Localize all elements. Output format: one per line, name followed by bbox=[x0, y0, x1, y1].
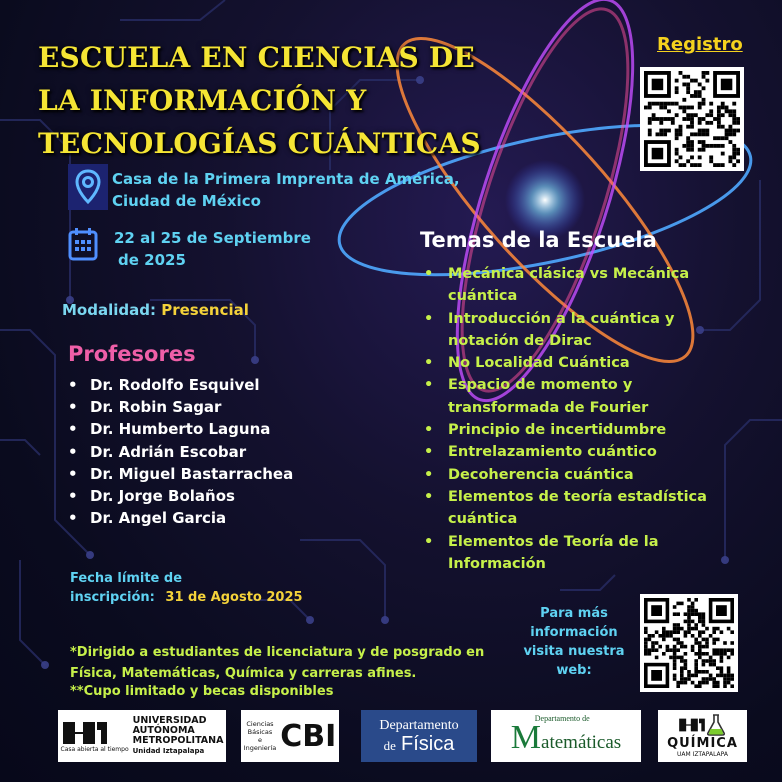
fecha-limite bbox=[70, 569, 303, 607]
mate-rest: atemáticas bbox=[541, 732, 622, 753]
list-item: • Dr. Robin Sagar bbox=[68, 396, 293, 418]
list-item: • Decoherencia cuántica bbox=[424, 464, 714, 486]
qr-code-icon bbox=[644, 598, 734, 688]
flask-icon bbox=[706, 714, 726, 736]
title-line-1: ESCUELA EN CIENCIAS DE bbox=[38, 41, 475, 74]
modalidad bbox=[62, 301, 249, 319]
info-qr-code[interactable] bbox=[640, 594, 738, 692]
list-item: • Elementos de Teoría de la Información bbox=[424, 531, 714, 576]
quimica-sub: UAM IZTAPALAPA bbox=[676, 751, 728, 758]
page-title bbox=[38, 36, 481, 165]
title-line-3: TECNOLOGÍAS CUÁNTICAS bbox=[38, 127, 481, 160]
list-item: • Dr. Miguel Bastarrachea bbox=[68, 463, 293, 485]
location-text bbox=[112, 168, 460, 212]
mate-initial: M bbox=[510, 719, 542, 756]
fecha-value: 31 de Agosto 2025 bbox=[165, 590, 303, 605]
quimica-name: QUÍMICA bbox=[667, 736, 738, 751]
uam-emblem-icon bbox=[678, 717, 706, 733]
cbi-small-4: Ingeniería bbox=[243, 744, 277, 752]
list-item: • Principio de incertidumbre bbox=[424, 419, 714, 441]
modalidad-label: Modalidad: bbox=[62, 301, 156, 319]
list-item: • Entrelazamiento cuántico bbox=[424, 441, 714, 463]
title-line-2: LA INFORMACIÓN Y bbox=[38, 84, 367, 117]
info-line-4: web: bbox=[556, 663, 592, 678]
fecha-label-1: Fecha límite de bbox=[70, 571, 183, 586]
quimica-logo bbox=[658, 710, 747, 762]
list-item: • Dr. Adrián Escobar bbox=[68, 441, 293, 463]
location-line-1: Casa de la Primera Imprenta de América, bbox=[112, 170, 460, 188]
list-item: • Introducción a la cuántica y notación de Dirac bbox=[424, 308, 714, 353]
profesores-list bbox=[68, 374, 293, 529]
location-line-2: Ciudad de México bbox=[112, 192, 261, 210]
cbi-big: CBI bbox=[280, 718, 337, 754]
fisica-logo bbox=[361, 710, 477, 762]
cbi-small-2: Básicas bbox=[247, 728, 273, 736]
uam-line-3: METROPOLITANA bbox=[132, 735, 224, 746]
location-pin-icon bbox=[68, 164, 108, 210]
modalidad-value: Presencial bbox=[161, 301, 249, 319]
calendar-icon bbox=[68, 227, 98, 267]
dirigido-note: *Dirigido a estudiantes de licenciatura y de posgrado en Física, Matemáticas, Química y carreras afines. bbox=[70, 645, 485, 681]
fecha-label-2: inscripción: bbox=[70, 590, 155, 605]
date-line-1: 22 al 25 de Septiembre bbox=[114, 229, 311, 247]
info-text bbox=[518, 604, 630, 680]
list-item: • Dr. Angel Garcia bbox=[68, 507, 293, 529]
info-line-2: información bbox=[530, 625, 618, 640]
date-line-2: de 2025 bbox=[118, 251, 186, 269]
list-item: • No Localidad Cuántica bbox=[424, 352, 714, 374]
cbi-logo bbox=[241, 710, 339, 762]
list-item: • Mecánica clásica vs Mecánica cuántica bbox=[424, 263, 714, 308]
info-line-3: visita nuestra bbox=[523, 644, 625, 659]
cupo-note: **Cupo limitado y becas disponibles bbox=[70, 684, 334, 699]
uam-emblem-icon bbox=[61, 720, 109, 746]
cbi-small-3: e bbox=[257, 736, 262, 744]
list-item: • Dr. Rodolfo Esquivel bbox=[68, 374, 293, 396]
list-item: • Espacio de momento y transformada de Fourier bbox=[424, 374, 714, 419]
profesores-heading: Profesores bbox=[68, 342, 196, 366]
matematicas-logo bbox=[491, 710, 641, 762]
registro-qr-code[interactable] bbox=[640, 67, 744, 171]
list-item: • Dr. Humberto Laguna bbox=[68, 418, 293, 440]
mate-small: Departamento de bbox=[534, 714, 590, 723]
fisica-line-2a: de bbox=[383, 738, 396, 753]
fisica-line-1: Departamento bbox=[379, 718, 459, 733]
info-line-1: Para más bbox=[540, 606, 608, 621]
temas-heading: Temas de la Escuela bbox=[420, 228, 657, 252]
uam-tagline: Casa abierta al tiempo bbox=[60, 745, 129, 753]
temas-list bbox=[424, 263, 714, 575]
list-item: • Dr. Jorge Bolaños bbox=[68, 485, 293, 507]
fisica-line-2b: Física bbox=[401, 733, 455, 755]
date-text bbox=[114, 227, 311, 271]
uam-line-4: Unidad Iztapalapa bbox=[132, 747, 205, 755]
cbi-small-1: Ciencias bbox=[246, 720, 274, 728]
list-item: • Elementos de teoría estadística cuántica bbox=[424, 486, 714, 531]
qr-code-icon bbox=[644, 71, 740, 167]
uam-logo bbox=[58, 710, 226, 762]
registro-link[interactable]: Registro bbox=[657, 34, 743, 55]
uam-line-1: UNIVERSIDAD bbox=[132, 715, 207, 726]
uam-line-2: AUTÓNOMA bbox=[132, 725, 195, 736]
